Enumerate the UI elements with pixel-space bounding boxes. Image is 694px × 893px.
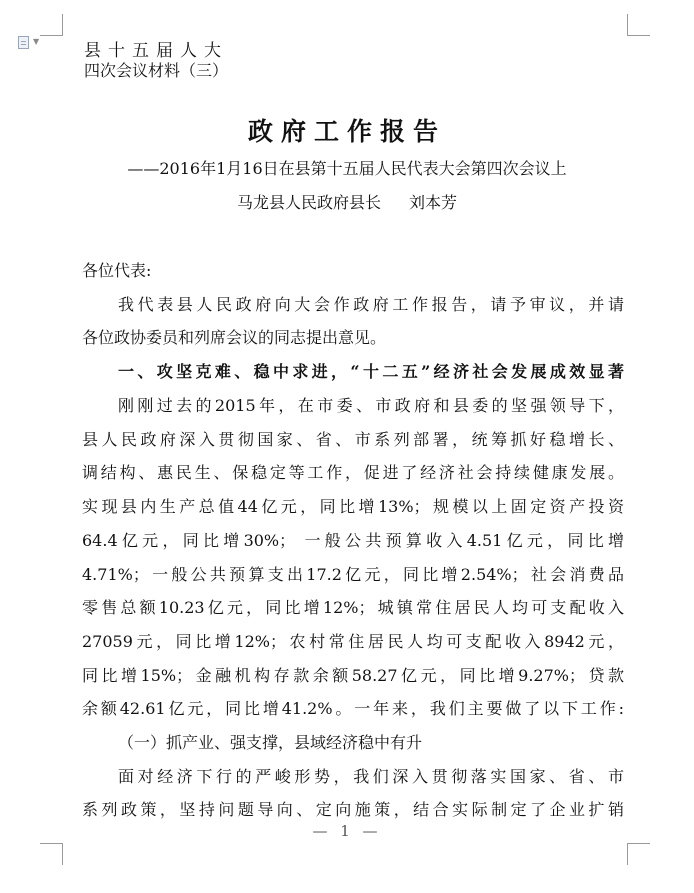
author-name: 刘本芳 [409,193,458,212]
crop-mark-top-left-h [40,35,62,36]
paragraph-line: 余额42.61亿元，同比增41.2%。一年来，我们主要做了以下工作: [82,699,624,718]
paragraph-line: 系列政策，坚持问题导向、定向施策，结合实际制定了企业扩销 [82,800,624,819]
paragraph-line: 64.4亿元，同比增30%； 一般公共预算收入4.51亿元，同比增 [82,531,624,550]
subsection-heading: （一）抓产业、强支撑，县域经济稳中有升 [118,733,423,752]
chevron-down-icon[interactable]: ▼ [33,37,40,46]
paragraph-line: 面对经济下行的严峻形势，我们深入贯彻落实国家、省、市 [118,767,624,786]
paragraph-line: 各位政协委员和列席会议的同志提出意见。 [82,328,387,347]
crop-mark-top-right-h [628,35,650,36]
subtitle: ——2016年1月16日在县第十五届人民代表大会第四次会议上 [127,159,567,178]
header-line-1: 县十五届人大 [84,41,228,61]
paragraph-line: 县人民政府深入贯彻国家、省、市系列部署，统筹抓好稳增长、 [82,430,624,449]
header-line-2: 四次会议材料（三） [84,61,229,80]
paragraph-line: 我代表县人民政府向大会作政府工作报告，请予审议，并请 [118,295,624,314]
paragraph-line: 刚刚过去的2015年，在市委、市政府和县委的坚强领导下， [118,396,624,415]
paragraph-line: 27059元，同比增12%；农村常住居民人均可支配收入8942元， [82,632,624,651]
author-line [0,190,694,213]
salutation: 各位代表: [82,261,152,280]
section-heading: 一、攻坚克难、稳中求进，“十二五”经济社会发展成效显著 [118,362,624,381]
page-number: — 1 — [312,822,382,840]
crop-mark-bottom-right-h [628,843,650,844]
page-title: 政府工作报告 [247,117,446,146]
crop-mark-top-left-v [62,14,63,36]
paragraph-line: 同比增15%；金融机构存款余额58.27亿元，同比增9.27%；贷款 [82,666,624,685]
crop-mark-top-right-v [627,14,628,36]
document-icon[interactable] [18,36,29,49]
crop-mark-bottom-left-v [62,843,63,865]
paragraph-line: 零售总额10.23亿元，同比增12%；城镇常住居民人均可支配收入 [82,598,624,617]
paragraph-line: 调结构、惠民生、保稳定等工作，促进了经济社会持续健康发展。 [82,463,624,482]
crop-mark-bottom-left-h [40,843,62,844]
author-role: 马龙县人民政府县长 [236,193,381,212]
crop-mark-bottom-right-v [627,843,628,865]
paragraph-line: 4.71%；一般公共预算支出17.2亿元，同比增2.54%；社会消费品 [82,565,624,584]
paragraph-line: 实现县内生产总值44亿元，同比增13%；规模以上固定资产投资 [82,497,624,516]
